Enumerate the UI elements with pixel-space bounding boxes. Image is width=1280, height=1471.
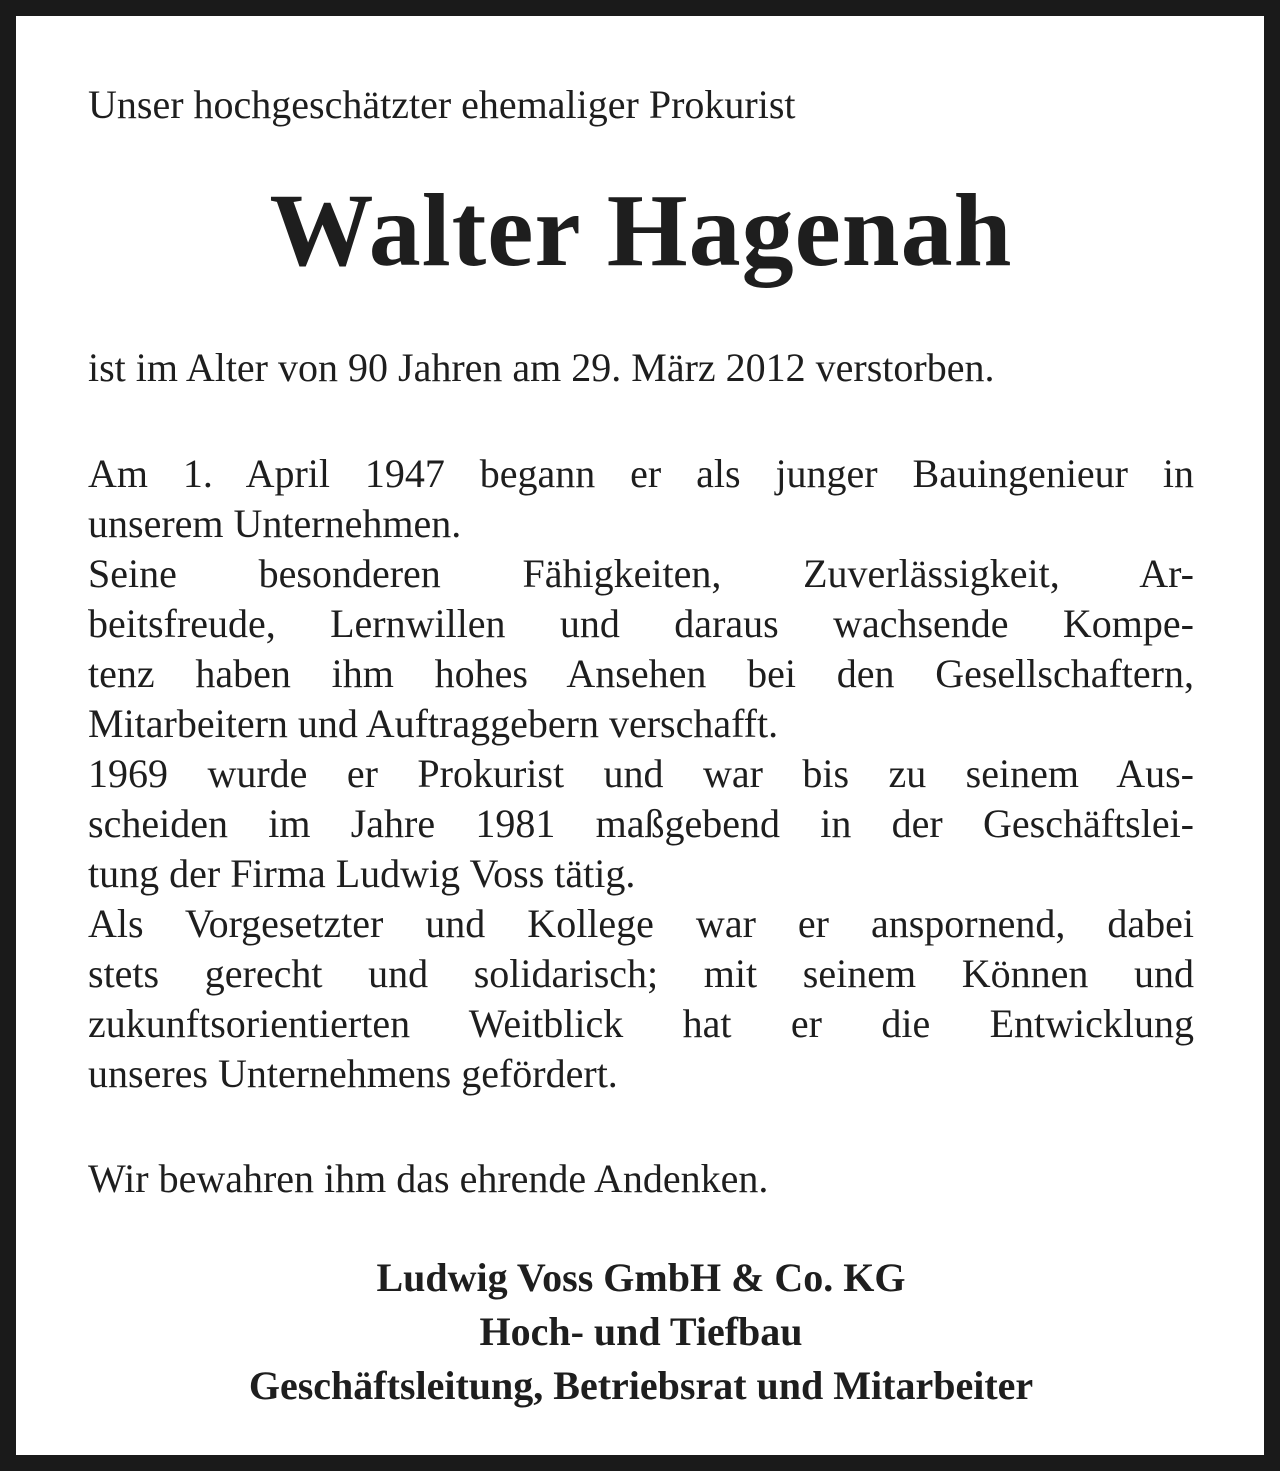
tribute-line: stets gerecht und solidarisch; mit seinem Können und [88, 951, 1194, 996]
signatories: Geschäftsleitung, Betriebsrat und Mitarbeiter [248, 1363, 1034, 1408]
closing-line: Wir bewahren ihm das ehrende Andenken. [88, 1156, 769, 1201]
company-name: Ludwig Voss GmbH & Co. KG [376, 1255, 906, 1300]
tribute-line: tung der Firma Ludwig Voss tätig. [88, 851, 636, 896]
tribute-line: tenz haben ihm hohes Ansehen bei den Gesellschaftern, [88, 651, 1194, 696]
tribute-line: unseres Unternehmens gefördert. [88, 1051, 618, 1096]
tribute-line: 1969 wurde er Prokurist und war bis zu seinem Aus- [88, 751, 1194, 796]
tribute-line: beitsfreude, Lernwillen und daraus wachsende Kompe- [88, 601, 1194, 646]
tribute-line: zukunftsorientierten Weitblick hat er die Entwicklung [88, 1001, 1194, 1046]
tribute-line: Am 1. April 1947 begann er als junger Bauingenieur in [88, 451, 1194, 496]
tribute-line: scheiden im Jahre 1981 maßgebend in der Geschäftslei- [88, 801, 1194, 846]
intro-line: Unser hochgeschätzter ehemaliger Prokurist [88, 82, 796, 127]
tribute-line: unserem Unternehmen. [88, 501, 462, 546]
tribute-line: Als Vorgesetzter und Kollege war er anspornend, dabei [88, 901, 1194, 946]
tribute-text [88, 449, 1194, 1099]
death-statement: ist im Alter von 90 Jahren am 29. März 2012 verstorben. [88, 345, 995, 390]
tribute-line: Seine besonderen Fähigkeiten, Zuverlässigkeit, Ar- [88, 551, 1194, 596]
deceased-name: Walter Hagenah [269, 173, 1013, 288]
signature-block [88, 1251, 1194, 1413]
company-division: Hoch- und Tiefbau [479, 1309, 803, 1354]
tribute-line: Mitarbeitern und Auftraggebern verschafft. [88, 701, 779, 746]
